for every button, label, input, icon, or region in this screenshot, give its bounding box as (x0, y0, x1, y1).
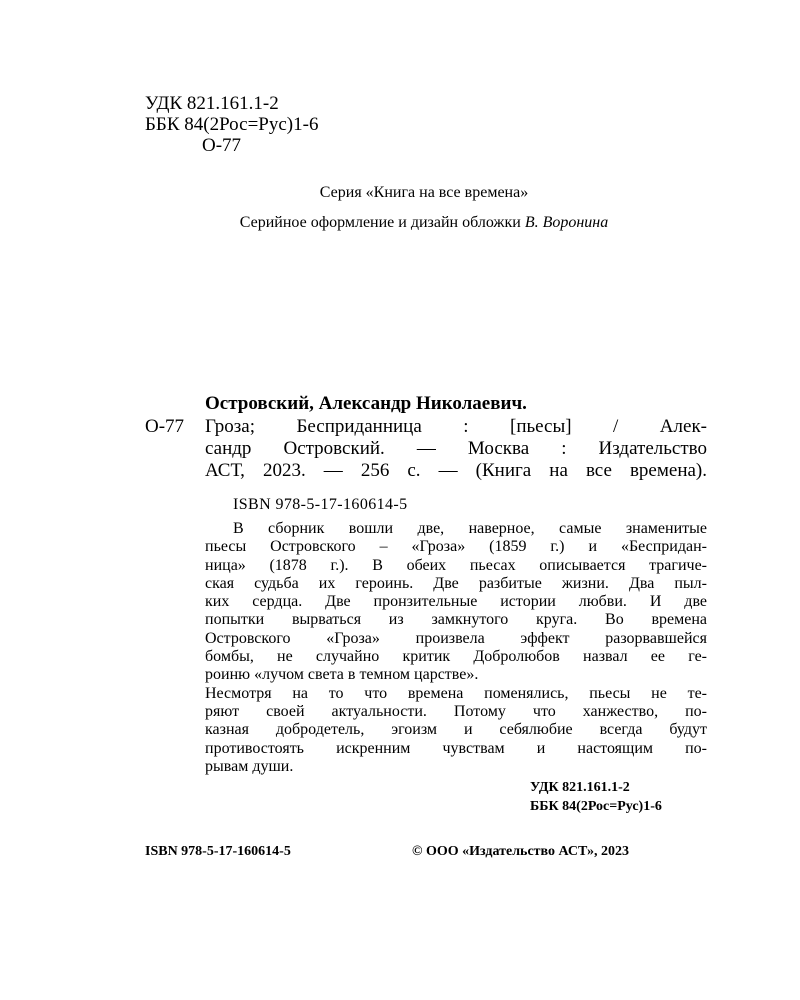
annotation-line: В сборник вошли две, наверное, самые знаменитые (233, 520, 707, 537)
annotation-line: ница» (1878 г.). В обеих пьесах описывается трагиче- (205, 556, 707, 574)
copyright-notice: © ООО «Издательство АСТ», 2023 (412, 844, 630, 859)
series-line: Серия «Книга на все времена» (319, 184, 529, 201)
bottom-isbn: ISBN 978-5-17-160614-5 (145, 844, 291, 859)
annotation-line: ряют своей актуальности. Потому что ханжество, по- (205, 702, 707, 720)
annotation (205, 520, 707, 776)
annotation-line: Островского «Гроза» произвела эффект разорвавшейся (205, 629, 707, 647)
annotation-line: рывам души. (205, 757, 294, 775)
annotation-line: казная добродетель, эгоизм и себялюбие всегда будут (205, 721, 707, 739)
udk-code: УДК 821.161.1-2 (145, 93, 279, 114)
author-mark: О-77 (202, 135, 242, 156)
record-isbn: ISBN 978-5-17-160614-5 (233, 496, 408, 513)
annotation-line: роиню «лучом света в темном царстве». (205, 666, 479, 684)
annotation-line: Несмотря на то что времена поменялись, пьесы не те- (205, 684, 707, 702)
entry-line: АСТ, 2023. — 256 с. — (Книга на все времена). (205, 460, 707, 481)
design-credit-text: Серийное оформление и дизайн обложки (239, 214, 525, 231)
bbk-code: ББК 84(2Рос=Рус)1-6 (145, 114, 319, 135)
footer-classification-codes (530, 778, 662, 816)
annotation-line: противостоять искренним чувствам и настоящим по- (205, 739, 707, 757)
bibliographic-entry (205, 416, 707, 482)
entry-line: Гроза; Бесприданница : [пьесы] / Алек- (205, 416, 707, 437)
annotation-line: бомбы, не случайно критик Добролюбов назвал ее ге- (205, 648, 707, 666)
annotation-line: ких сердца. Две пронзительные истории любви. И две (205, 593, 707, 611)
record-author: Островский, Александр Николаевич. (205, 393, 527, 414)
annotation-line: попытки вырваться из замкнутого круга. Во времена (205, 611, 707, 629)
classification-codes (145, 93, 318, 156)
footer-udk-code: УДК 821.161.1-2 (530, 780, 630, 795)
entry-line: сандр Островский. — Москва : Издательство (205, 438, 707, 459)
annotation-line: пьесы Островского – «Гроза» (1859 г.) и «Беспридан- (205, 538, 707, 556)
design-credit (0, 213, 800, 233)
designer-name: В. Воронина (524, 214, 609, 231)
record-author-mark: О-77 (145, 416, 185, 437)
annotation-line: ская судьба их героинь. Две разбитые жизни. Два пыл- (205, 574, 707, 592)
footer-bbk-code: ББК 84(2Рос=Рус)1-6 (530, 799, 662, 814)
